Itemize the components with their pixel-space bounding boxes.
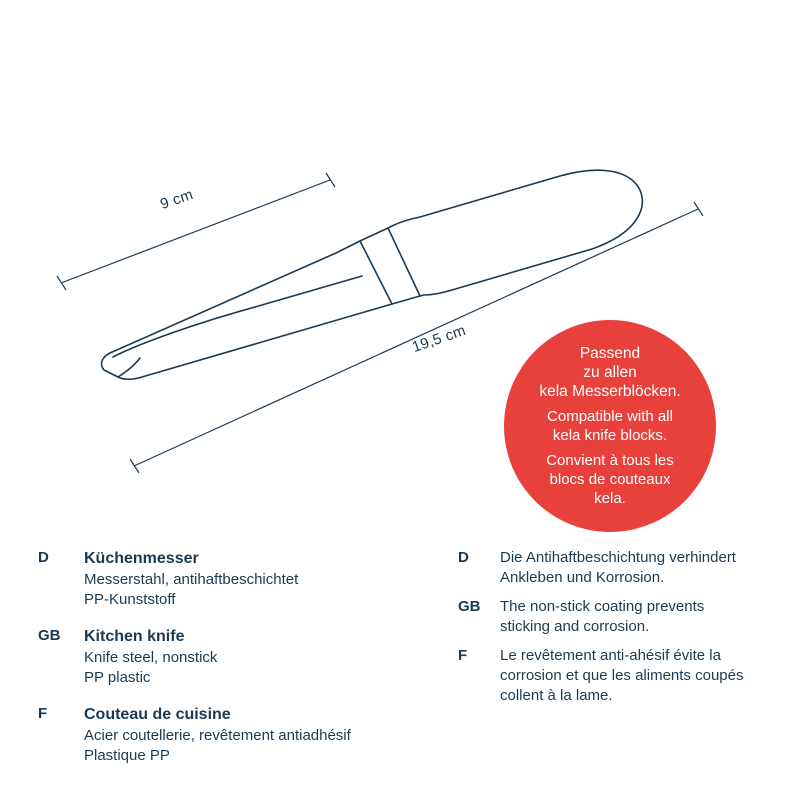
product-detail: PP-Kunststoff xyxy=(84,591,176,608)
badge-line: blocs de couteaux xyxy=(549,471,671,488)
feature-entry-de xyxy=(458,548,800,588)
product-name-entry-fr xyxy=(38,704,410,766)
entry-body xyxy=(500,646,800,706)
feature-detail: Die Antihaftbeschichtung verhindert xyxy=(500,549,736,566)
product-detail: Messerstahl, antihaftbeschichtet xyxy=(84,571,299,588)
feature-entry-gb xyxy=(458,597,800,637)
feature-entry-fr xyxy=(458,646,800,706)
product-name-entry-gb xyxy=(38,626,410,688)
entry-body xyxy=(500,548,800,588)
badge-group-de xyxy=(539,344,680,401)
entry-body xyxy=(500,597,800,637)
dimension-label-blade-length: 9 cm xyxy=(158,186,196,214)
badge-line: kela knife blocks. xyxy=(552,427,668,444)
language-code: D xyxy=(458,549,469,566)
product-title: Couteau de cuisine xyxy=(84,706,231,723)
product-name-entry-de xyxy=(38,548,410,610)
entry-body xyxy=(84,626,410,688)
language-code: D xyxy=(38,549,49,566)
language-code: GB xyxy=(38,627,61,644)
product-detail: Plastique PP xyxy=(84,747,170,764)
language-code: GB xyxy=(458,598,481,615)
badge-line: Convient à tous les xyxy=(546,452,674,469)
dimension-label-total-length: 19,5 cm xyxy=(410,321,468,357)
product-title: Kitchen knife xyxy=(84,628,185,645)
description-area xyxy=(0,548,800,800)
feature-detail: sticking and corrosion. xyxy=(500,618,650,635)
badge-line: Passend xyxy=(579,345,641,362)
feature-detail: corrosion et que les aliments coupés xyxy=(500,667,744,684)
product-detail: Acier coutellerie, revêtement antiadhésif xyxy=(84,727,351,744)
badge-line: kela. xyxy=(594,490,626,507)
badge-line: kela Messerblöcken. xyxy=(539,383,681,400)
product-name-column xyxy=(0,548,410,800)
feature-detail: Le revêtement anti-ahésif évite la xyxy=(500,647,721,664)
badge-group-fr xyxy=(546,451,674,508)
feature-detail: The non-stick coating prevents xyxy=(500,598,705,615)
product-detail: PP plastic xyxy=(84,669,151,686)
entry-body xyxy=(84,548,410,610)
feature-detail: collent à la lame. xyxy=(500,687,613,704)
product-detail: Knife steel, nonstick xyxy=(84,649,218,666)
badge-line: zu allen xyxy=(583,364,637,381)
product-feature-column xyxy=(410,548,800,800)
product-title: Küchenmesser xyxy=(84,550,199,567)
badge-group-en xyxy=(547,407,673,445)
feature-detail: Ankleben und Korrosion. xyxy=(500,569,665,586)
badge-line: Compatible with all xyxy=(547,408,673,425)
entry-body xyxy=(84,704,410,766)
language-code: F xyxy=(458,647,468,664)
language-code: F xyxy=(38,705,48,722)
compatibility-badge xyxy=(504,320,716,532)
